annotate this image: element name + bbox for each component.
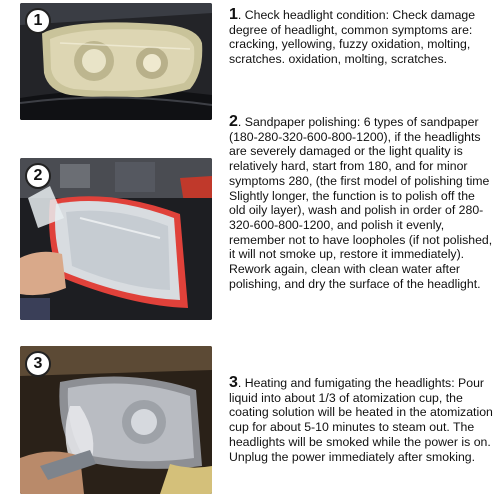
step-3-photo xyxy=(20,346,212,494)
step-1-photo xyxy=(20,3,212,120)
step-2-description xyxy=(229,115,494,291)
step-number: 1 xyxy=(229,6,238,23)
step-badge: 1 xyxy=(25,8,51,34)
step-text: . Sandpaper polishing: 6 types of sandpaper (180-280-320-600-800-1200), if the headlights are severely damaged or the light quality is relatively hard, start from 180, and for minor symptoms 280, (the first model of polishing time Slightly longer, the function is to polish off the old oily layer), wash and polish in order of 280-320-600-800-1200, and polish it evenly, remember not to have loopholes (if not polished, it will not smoke up, restore it immediately). Rework again, clean with clean water after polishing, and dry the surface of the headlight. xyxy=(229,115,493,291)
step-badge: 3 xyxy=(25,351,51,377)
step-text: . Check headlight condition: Check damage degree of headlight, common symptoms are: cracking, yellowing, fuzzy oxidation, molting, scratches. oxidation, molting, scratches. xyxy=(229,8,476,67)
step-number: 2 xyxy=(229,113,238,130)
step-badge: 2 xyxy=(25,163,51,189)
step-number: 3 xyxy=(229,374,238,391)
step-1-description xyxy=(229,8,494,67)
step-text: . Heating and fumigating the headlights: Pour liquid into about 1/3 of atomization cup, the coating solution will be heated in the atomization cup for about 5-10 minutes to steam out. The headlights will be smoked while the power is on. Unplug the power immediately after smoking. xyxy=(229,376,493,464)
step-3-description xyxy=(229,376,494,464)
step-2-photo xyxy=(20,158,212,320)
